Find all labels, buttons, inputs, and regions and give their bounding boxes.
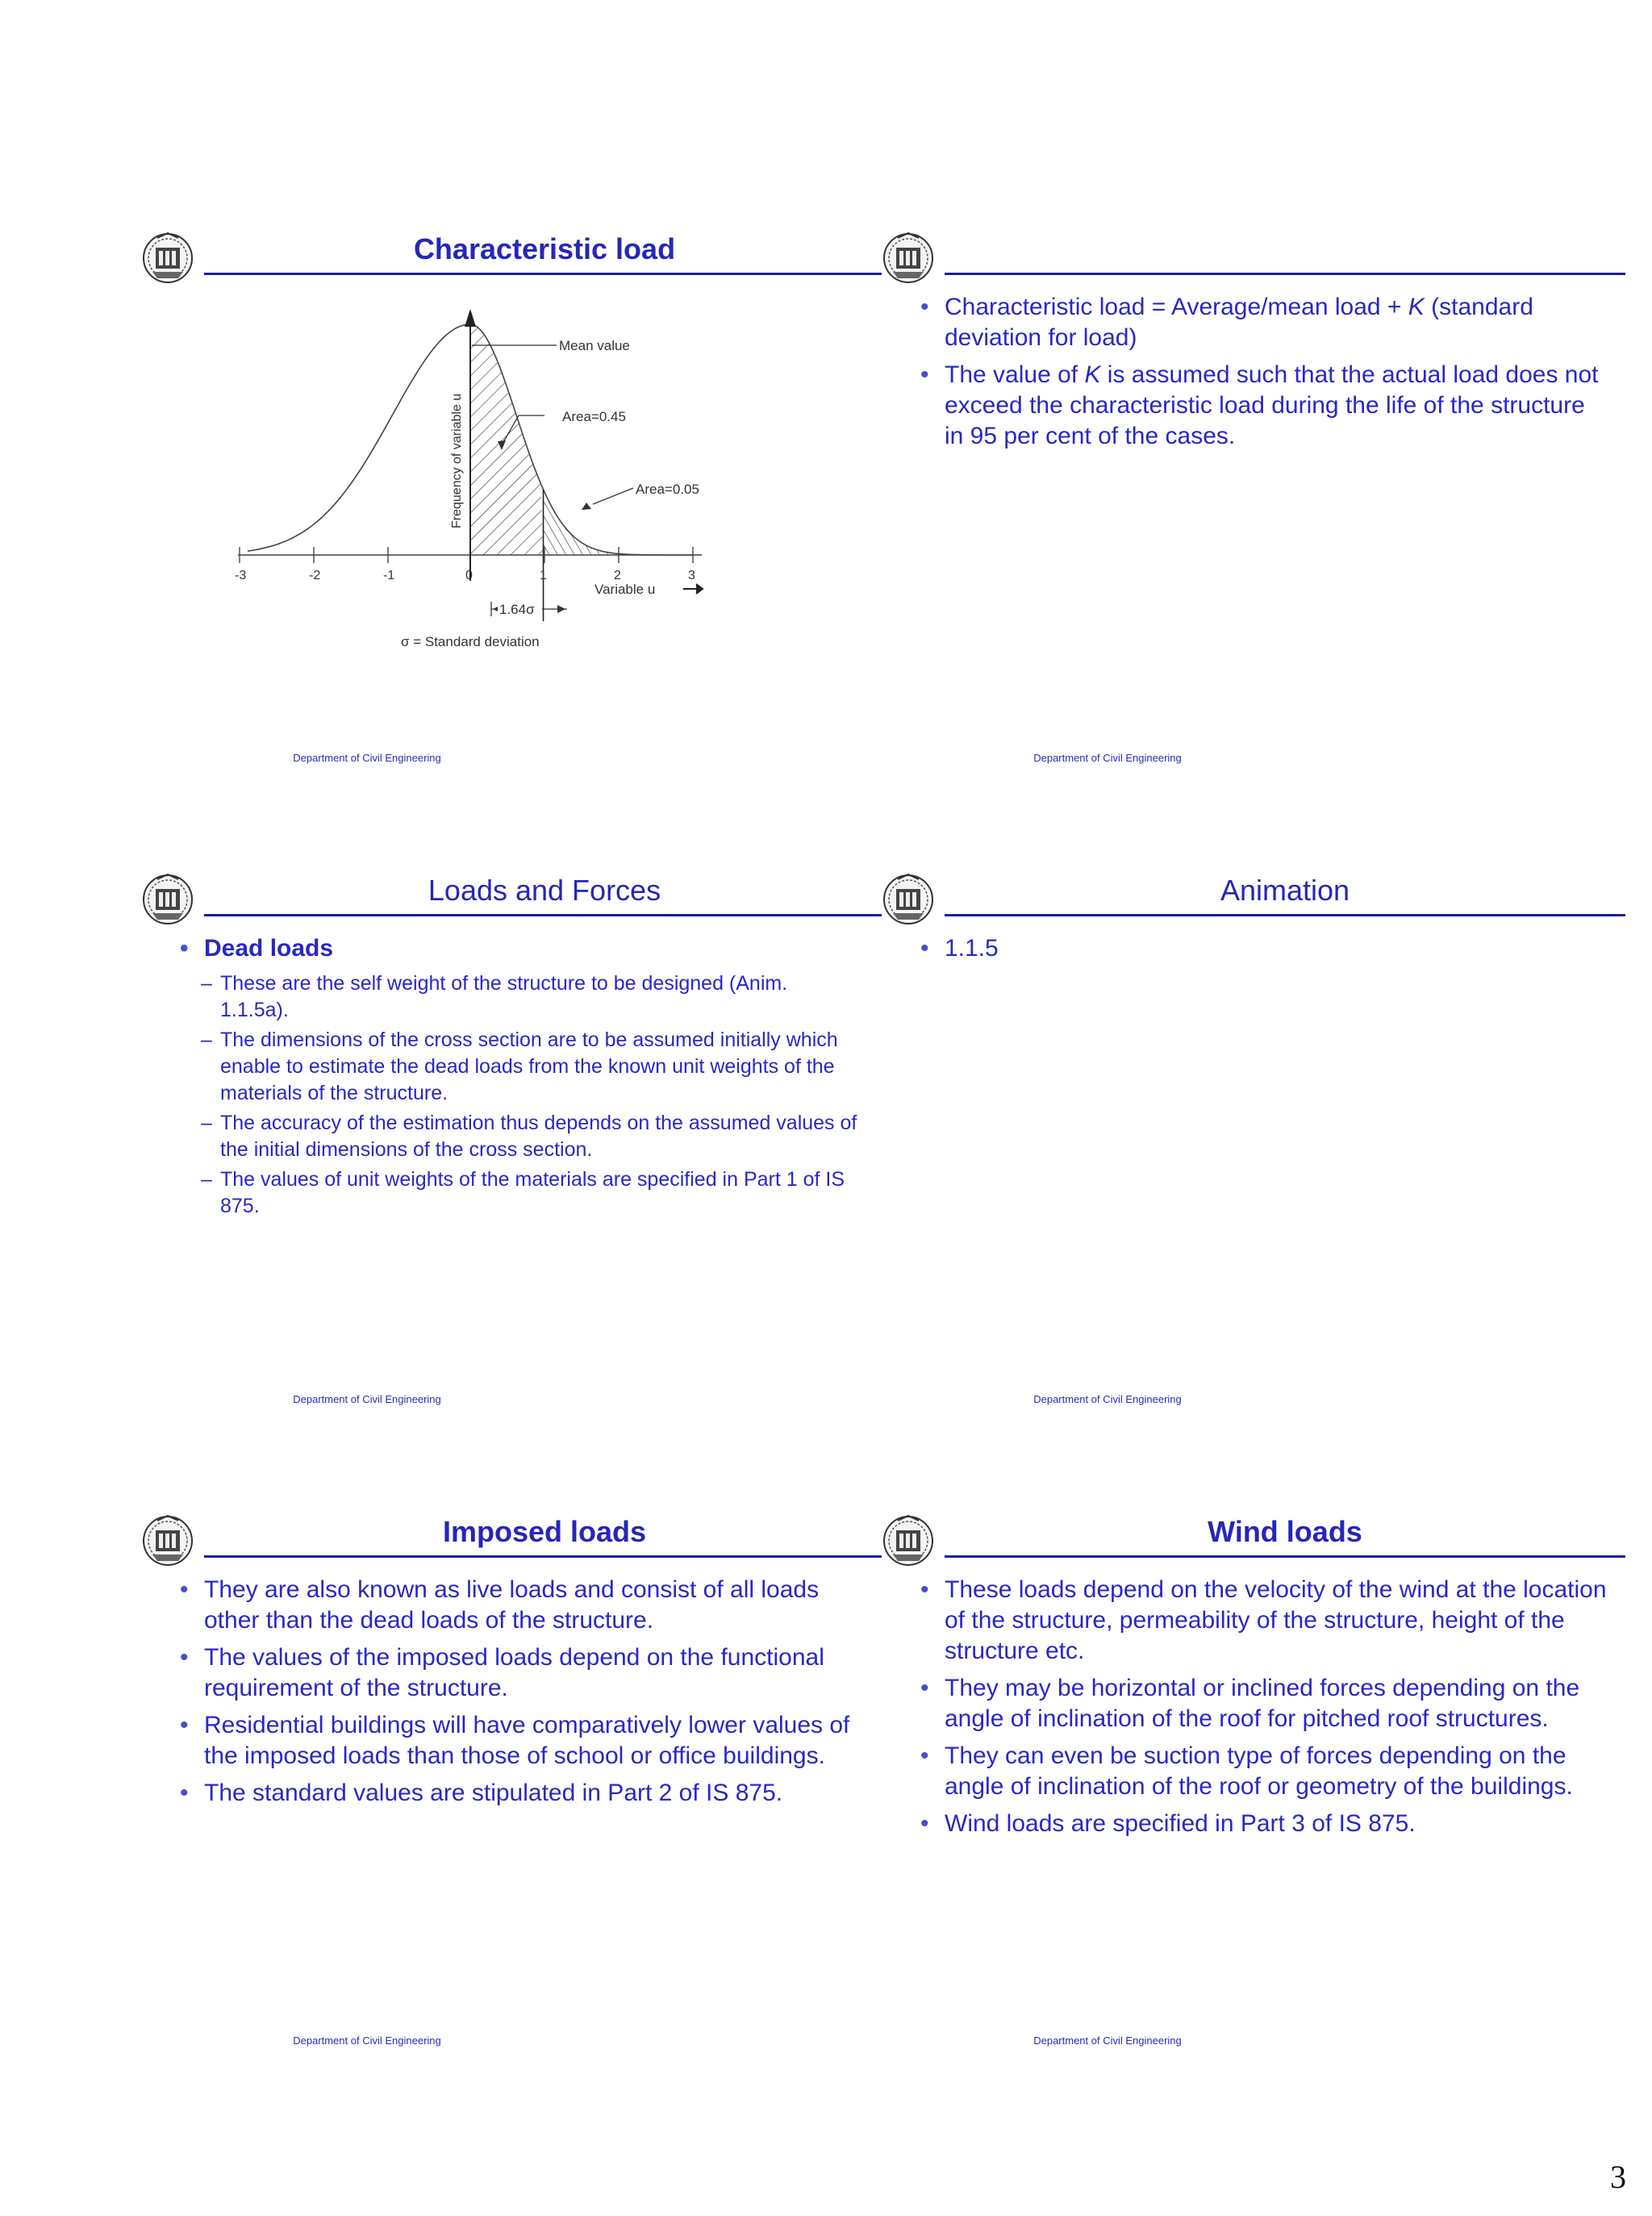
slide-loads-and-forces [141, 867, 885, 1432]
x-tick-label: 3 [688, 569, 695, 582]
sub-bullet: – The accuracy of the estimation thus depends on the assumed values of the initial dimensions of the cross section. [180, 1110, 861, 1163]
annotation-area-045: Area=0.45 [562, 409, 626, 424]
college-logo-icon [882, 871, 935, 928]
slide-wind-loads [882, 1509, 1625, 2073]
bullet-item: • They may be horizontal or inclined forces depending on the angle of inclination of the roof for pitched roof structures. [920, 1673, 1609, 1734]
bullet-item: • Residential buildings will have comparatively lower values of the imposed loads than those of school or office buildings. [180, 1710, 861, 1772]
slide-footer: Department of Civil Engineering [1033, 752, 1182, 764]
slide-title: Imposed loads [442, 1515, 647, 1548]
sub-bullet: – These are the self weight of the structure to be designed (Anim. 1.1.5a). [180, 970, 861, 1024]
y-axis-arrowhead [465, 309, 476, 327]
slide-footer: Department of Civil Engineering [1033, 2034, 1182, 2047]
title-rule [945, 1555, 1625, 1558]
bullet-dead-loads: • Dead loads [180, 933, 861, 964]
annotation-sigma-span: 1.64σ [499, 602, 535, 617]
title-rule [204, 914, 885, 916]
college-logo-icon [882, 1513, 935, 1569]
x-axis-arrow [683, 584, 703, 594]
x-tick-label: 0 [465, 569, 473, 582]
college-logo-icon [141, 1513, 194, 1569]
annotation-area-005: Area=0.05 [636, 482, 699, 497]
page-number: 3 [1610, 2159, 1626, 2195]
bullet-characteristic-load: • Characteristic load = Average/mean load + K (standard deviation for load) [920, 292, 1609, 353]
bullet-value-of-k: • The value of K is assumed such that the actual load does not exceed the characteristic load during the life of the structure in 95 per cent of the cases. [920, 360, 1609, 452]
slide-title: Wind loads [1208, 1515, 1362, 1548]
college-logo-icon [882, 230, 935, 286]
slide-characteristic-definition [882, 226, 1625, 791]
slide-imposed-loads [141, 1509, 885, 2073]
slide-footer: Department of Civil Engineering [293, 2034, 441, 2047]
slide-footer: Department of Civil Engineering [293, 752, 441, 764]
x-axis-label: Variable u [594, 582, 656, 597]
bullet-animation-ref: • 1.1.5 [920, 933, 1601, 964]
slide-characteristic-load [141, 226, 885, 791]
slide-footer: Department of Civil Engineering [293, 1393, 441, 1405]
bullet-item: • Wind loads are specified in Part 3 of IS 875. [920, 1809, 1609, 1839]
annotation-mean-value: Mean value [559, 338, 630, 353]
area-0.05-region [544, 490, 694, 555]
area-0.45-region [470, 324, 544, 555]
title-rule [945, 914, 1625, 916]
slide-title: Characteristic load [413, 232, 676, 265]
x-tick-label: 1 [540, 569, 547, 582]
bullet-item: • The standard values are stipulated in Part 2 of IS 875. [180, 1778, 861, 1809]
slide-footer: Department of Civil Engineering [1033, 1393, 1182, 1405]
college-logo-icon [141, 871, 194, 928]
bullet-item: • They are also known as live loads and consist of all loads other than the dead loads of the structure. [180, 1575, 861, 1636]
distribution-chart [141, 226, 885, 678]
bullet-item: • The values of the imposed loads depend on the functional requirement of the structure. [180, 1642, 861, 1704]
bullet-item: • These loads depend on the velocity of the wind at the location of the structure, permeability of the structure, height of the structure etc. [920, 1575, 1609, 1667]
sub-bullet: – The values of unit weights of the materials are specified in Part 1 of IS 875. [180, 1166, 861, 1220]
slide-animation [882, 867, 1625, 1432]
bullet-item: • They can even be suction type of forces depending on the angle of inclination of the roof or geometry of the buildings. [920, 1741, 1609, 1802]
x-tick-label: -1 [383, 569, 395, 582]
title-rule [204, 1555, 885, 1558]
slide-title: Animation [1220, 874, 1350, 907]
x-tick-label: -2 [309, 569, 321, 582]
sigma-note: σ = Standard deviation [401, 634, 540, 649]
x-tick-label: 2 [614, 569, 621, 582]
x-ticks [235, 547, 695, 582]
y-axis-label: Frequency of variable u [450, 393, 464, 528]
title-rule [945, 273, 1625, 275]
x-tick-label: -3 [235, 569, 247, 582]
slide-title: Loads and Forces [428, 874, 661, 907]
sub-bullet: – The dimensions of the cross section are to be assumed initially which enable to estimate the dead loads from the known unit weights of the materials of the structure. [180, 1027, 861, 1107]
